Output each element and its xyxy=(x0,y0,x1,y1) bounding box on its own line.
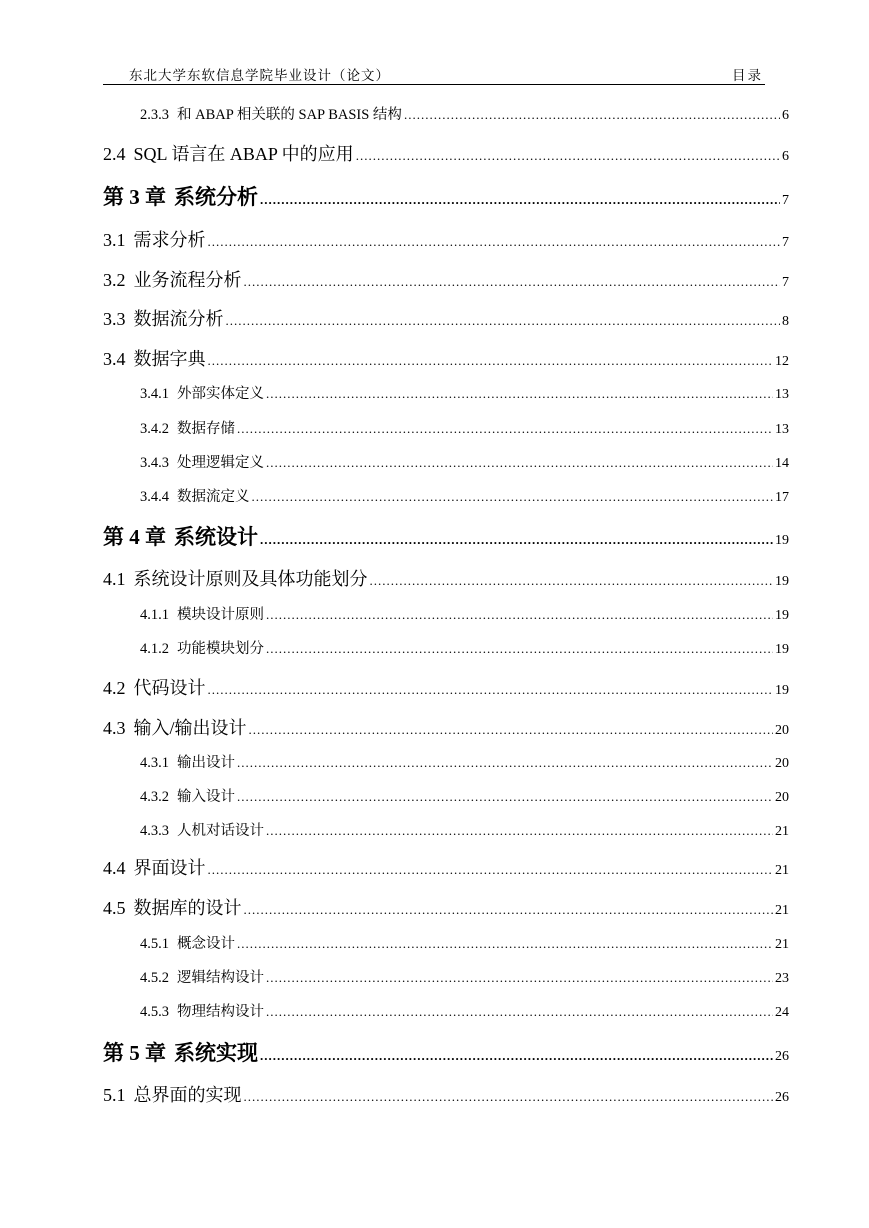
toc-page-number: 8 xyxy=(782,314,789,329)
toc-page-number: 13 xyxy=(775,387,789,402)
toc-entry-title xyxy=(140,485,250,506)
header-section: 目录 xyxy=(732,68,763,83)
toc-entry-number: 4.3 xyxy=(103,718,126,738)
toc-page-number: 21 xyxy=(775,937,789,952)
toc-entry-title xyxy=(103,181,258,211)
toc-entry[interactable] xyxy=(103,1037,789,1067)
toc-entry-title xyxy=(103,1081,242,1107)
toc-entry-title xyxy=(103,521,258,551)
toc-entry-title xyxy=(103,305,224,331)
toc-entry[interactable] xyxy=(103,521,789,551)
toc-leader-dots xyxy=(252,489,774,505)
toc-entry-number: 4.3.3 xyxy=(140,823,169,839)
toc-entry-text: 数据存储 xyxy=(177,421,235,437)
toc-entry-title xyxy=(103,345,206,371)
toc-entry-number: 4.5.2 xyxy=(140,970,169,986)
toc-entry-text: 和 ABAP 相关联的 SAP BASIS 结构 xyxy=(177,107,402,123)
toc-entry-number: 3.2 xyxy=(103,270,126,290)
toc-leader-dots xyxy=(226,313,781,329)
toc-entry[interactable] xyxy=(103,894,789,920)
toc-page-number: 20 xyxy=(775,790,789,805)
toc-entry-title xyxy=(103,894,242,920)
toc-entry[interactable] xyxy=(103,854,789,880)
toc-entry-number: 3.4.2 xyxy=(140,421,169,437)
toc-entry-text: 人机对话设计 xyxy=(177,823,264,839)
toc-entry-title xyxy=(140,603,264,624)
toc-entry-text: 系统设计原则及具体功能划分 xyxy=(133,569,368,589)
toc-entry-title xyxy=(140,451,264,472)
toc-page-number: 13 xyxy=(775,422,789,437)
toc-page-number: 17 xyxy=(775,490,789,505)
toc-entry-text: 需求分析 xyxy=(133,230,206,250)
toc-page-number: 20 xyxy=(775,723,789,738)
toc-page-number: 19 xyxy=(775,683,789,698)
toc-entry[interactable] xyxy=(140,966,789,987)
toc-leader-dots xyxy=(266,641,773,657)
toc-page-number: 19 xyxy=(775,574,789,589)
toc-entry[interactable] xyxy=(140,819,789,840)
toc-leader-dots xyxy=(244,902,774,918)
toc-page-number: 12 xyxy=(775,354,789,369)
toc-entry-text: 业务流程分析 xyxy=(133,270,242,290)
toc-entry-number: 4.1 xyxy=(103,569,126,589)
toc-page-number: 7 xyxy=(782,235,789,250)
toc-entry-number: 第 3 章 xyxy=(103,185,166,209)
toc-entry[interactable] xyxy=(103,266,789,292)
toc-entry-text: 输入设计 xyxy=(177,789,235,805)
toc-entry-text: 数据流分析 xyxy=(133,309,224,329)
toc-leader-dots xyxy=(266,386,773,402)
toc-leader-dots xyxy=(249,722,773,738)
toc-entry-number: 3.4.1 xyxy=(140,386,169,402)
toc-entry-number: 4.3.2 xyxy=(140,789,169,805)
toc-leader-dots xyxy=(237,936,773,952)
toc-entry-text: 模块设计原则 xyxy=(177,607,264,623)
toc-page-number: 19 xyxy=(775,608,789,623)
toc-entry-title xyxy=(103,565,368,591)
toc-entry-text: 总界面的实现 xyxy=(133,1085,242,1105)
toc-entry-number: 2.4 xyxy=(103,144,126,164)
toc-entry[interactable] xyxy=(140,417,789,438)
toc-entry-text: 系统设计 xyxy=(174,525,258,549)
toc-entry[interactable] xyxy=(140,637,789,658)
toc-leader-dots xyxy=(404,107,780,123)
toc-entry[interactable] xyxy=(140,103,789,124)
toc-entry[interactable] xyxy=(103,345,789,371)
toc-entry-title xyxy=(140,417,235,438)
toc-leader-dots xyxy=(260,1048,773,1064)
toc-entry[interactable] xyxy=(103,226,789,252)
toc-entry-number: 3.4.4 xyxy=(140,489,169,505)
toc-entry-title xyxy=(140,966,264,987)
toc-entry-text: 系统分析 xyxy=(174,185,258,209)
toc-leader-dots xyxy=(266,607,773,623)
toc-leader-dots xyxy=(237,755,773,771)
toc-leader-dots xyxy=(356,148,780,164)
toc-entry[interactable] xyxy=(103,674,789,700)
page-header xyxy=(103,62,765,85)
toc-page-number: 7 xyxy=(782,275,789,290)
toc-entry-title xyxy=(140,637,264,658)
toc-entry[interactable] xyxy=(103,1081,789,1107)
toc-entry-number: 3.4 xyxy=(103,349,126,369)
toc-entry-number: 4.2 xyxy=(103,678,126,698)
toc-entry-text: 代码设计 xyxy=(133,678,206,698)
toc-entry-text: SQL 语言在 ABAP 中的应用 xyxy=(133,144,354,164)
toc-leader-dots xyxy=(260,532,773,548)
toc-page-number: 21 xyxy=(775,824,789,839)
toc-leader-dots xyxy=(208,234,781,250)
toc-leader-dots xyxy=(237,789,773,805)
toc-entry[interactable] xyxy=(103,714,789,740)
toc-entry-text: 界面设计 xyxy=(133,858,206,878)
toc-page-number: 26 xyxy=(775,1049,789,1064)
toc-page-number: 7 xyxy=(782,193,789,208)
toc-entry-text: 处理逻辑定义 xyxy=(177,455,264,471)
toc-leader-dots xyxy=(370,573,774,589)
toc-entry-title xyxy=(103,714,247,740)
toc-leader-dots xyxy=(244,274,781,290)
toc-entry[interactable] xyxy=(140,785,789,806)
toc-entry-number: 2.3.3 xyxy=(140,107,169,123)
toc-page-number: 20 xyxy=(775,756,789,771)
toc-entry-title xyxy=(140,932,235,953)
toc-page-number: 6 xyxy=(782,149,789,164)
toc-entry-text: 数据库的设计 xyxy=(133,898,242,918)
toc-leader-dots xyxy=(244,1089,774,1105)
toc-entry-number: 4.5.3 xyxy=(140,1004,169,1020)
toc-entry-title xyxy=(140,1000,264,1021)
toc-leader-dots xyxy=(208,353,774,369)
toc-page-number: 26 xyxy=(775,1090,789,1105)
toc-entry-text: 数据流定义 xyxy=(177,489,250,505)
toc-entry-number: 4.1.2 xyxy=(140,641,169,657)
toc-leader-dots xyxy=(266,823,773,839)
toc-entry-title xyxy=(140,751,235,772)
toc-entry-number: 4.4 xyxy=(103,858,126,878)
toc-entry-text: 概念设计 xyxy=(177,936,235,952)
toc-entry[interactable] xyxy=(103,565,789,591)
toc-entry[interactable] xyxy=(103,181,789,211)
toc-leader-dots xyxy=(260,192,780,208)
toc-entry[interactable] xyxy=(140,932,789,953)
toc-entry-title xyxy=(140,382,264,403)
toc-entry-number: 3.3 xyxy=(103,309,126,329)
toc-entry-text: 系统实现 xyxy=(174,1041,258,1065)
toc-entry[interactable] xyxy=(140,1000,789,1021)
toc-leader-dots xyxy=(266,1004,773,1020)
toc-entry-text: 逻辑结构设计 xyxy=(177,970,264,986)
toc-entry-title xyxy=(103,1037,258,1067)
toc-entry-title xyxy=(103,140,354,166)
toc-entry-title xyxy=(103,226,206,252)
toc-entry[interactable] xyxy=(103,305,789,331)
toc-entry-title xyxy=(140,103,402,124)
toc-entry-text: 物理结构设计 xyxy=(177,1004,264,1020)
toc-entry-number: 3.4.3 xyxy=(140,455,169,471)
toc-leader-dots xyxy=(237,421,773,437)
toc-entry-number: 3.1 xyxy=(103,230,126,250)
toc-page-number: 19 xyxy=(775,642,789,657)
toc-entry-title xyxy=(140,819,264,840)
toc-page-number: 21 xyxy=(775,863,789,878)
toc-leader-dots xyxy=(266,455,773,471)
toc-page-number: 23 xyxy=(775,971,789,986)
toc-leader-dots xyxy=(208,862,774,878)
toc-leader-dots xyxy=(266,970,773,986)
toc-page-number: 6 xyxy=(782,108,789,123)
toc-entry-title xyxy=(103,854,206,880)
toc-entry[interactable] xyxy=(140,603,789,624)
toc-entry-title xyxy=(140,785,235,806)
toc-entry-text: 功能模块划分 xyxy=(177,641,264,657)
toc-entry[interactable] xyxy=(140,382,789,403)
toc-page-number: 19 xyxy=(775,533,789,548)
header-title: 东北大学东软信息学院毕业设计（论文） xyxy=(129,68,390,83)
toc-page-number: 24 xyxy=(775,1005,789,1020)
toc-entry[interactable] xyxy=(140,451,789,472)
toc-entry-text: 外部实体定义 xyxy=(177,386,264,402)
toc-entry-text: 输出设计 xyxy=(177,755,235,771)
toc-page-number: 21 xyxy=(775,903,789,918)
toc-entry-text: 输入/输出设计 xyxy=(133,718,247,738)
toc-entry[interactable] xyxy=(140,485,789,506)
toc-entry-number: 4.5 xyxy=(103,898,126,918)
toc-entry-number: 5.1 xyxy=(103,1085,126,1105)
toc-entry-number: 4.1.1 xyxy=(140,607,169,623)
toc-entry-title xyxy=(103,266,242,292)
toc-entry-title xyxy=(103,674,206,700)
toc-entry-number: 第 4 章 xyxy=(103,525,166,549)
toc-entry[interactable] xyxy=(103,140,789,166)
toc-entry-number: 4.3.1 xyxy=(140,755,169,771)
toc-entry-number: 第 5 章 xyxy=(103,1041,166,1065)
toc-entry[interactable] xyxy=(140,751,789,772)
toc-entry-text: 数据字典 xyxy=(133,349,206,369)
toc-leader-dots xyxy=(208,682,774,698)
toc-page-number: 14 xyxy=(775,456,789,471)
toc-entry-number: 4.5.1 xyxy=(140,936,169,952)
